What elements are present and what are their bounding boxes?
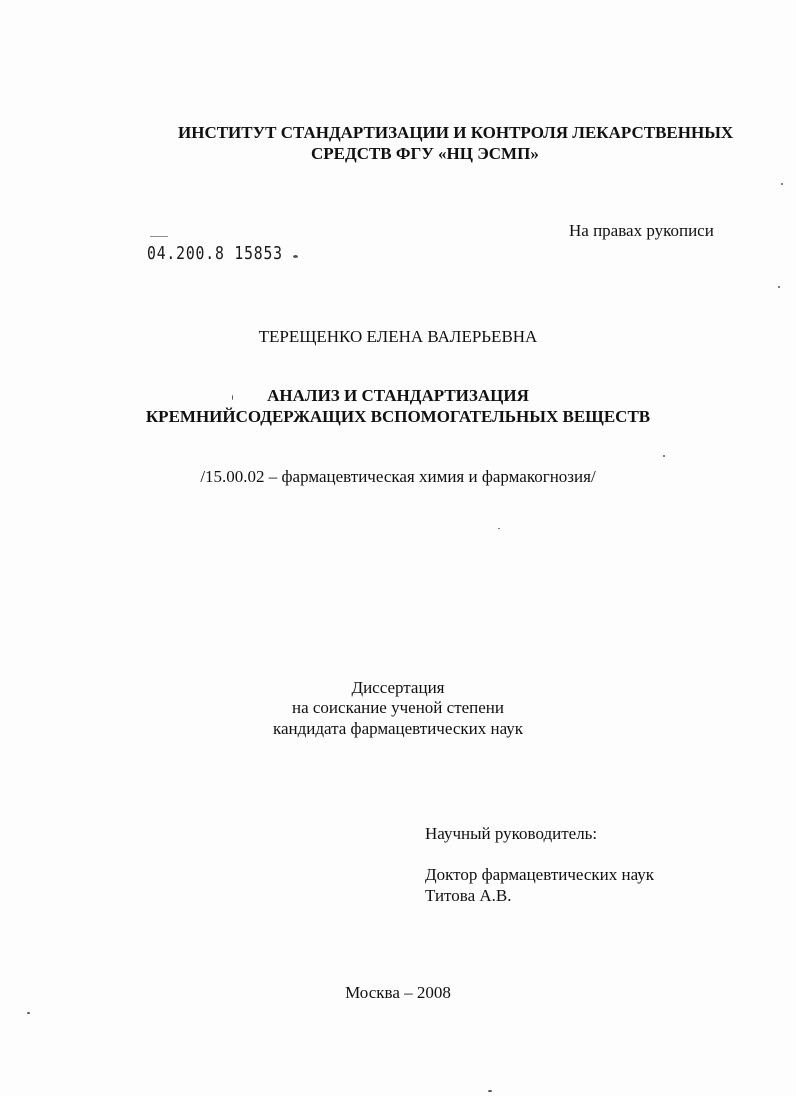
city-year: Москва – 2008 <box>345 983 451 1002</box>
stamp-marks <box>150 236 168 240</box>
supervisor-name: Титова А.В. <box>425 886 512 905</box>
dissertation-title-line1: АНАЛИЗ И СТАНДАРТИЗАЦИЯ <box>267 386 529 405</box>
scan-speck <box>778 286 780 288</box>
degree-line3: кандидата фармацевтических наук <box>272 719 524 738</box>
supervisor-heading: Научный руководитель: <box>425 824 598 843</box>
author-name: ТЕРЕЩЕНКО ЕЛЕНА ВАЛЕРЬЕВНА <box>258 327 538 346</box>
scan-speck <box>498 528 500 529</box>
manuscript-note: На правах рукописи <box>569 221 714 240</box>
degree-line2: на соискание ученой степени <box>291 698 505 717</box>
scan-speck <box>232 395 233 400</box>
scan-speck <box>781 183 783 185</box>
registration-stamp: 04.200.8 15853 <box>147 243 283 264</box>
dissertation-title-line2: КРЕМНИЙСОДЕРЖАЩИХ ВСПОМОГАТЕЛЬНЫХ ВЕЩЕСТВ <box>145 407 651 426</box>
scan-speck <box>293 255 298 258</box>
institute-name-line2: СРЕДСТВ ФГУ «НЦ ЭСМП» <box>311 144 539 163</box>
institute-name-line1: ИНСТИТУТ СТАНДАРТИЗАЦИИ И КОНТРОЛЯ ЛЕКАРСТВЕННЫХ <box>178 123 734 142</box>
degree-line1: Диссертация <box>351 678 445 697</box>
scan-speck <box>488 1090 492 1092</box>
supervisor-degree: Доктор фармацевтических наук <box>425 865 655 884</box>
specialty-code: /15.00.02 – фармацевтическая химия и фармакогнозия/ <box>200 467 596 486</box>
scan-speck <box>663 455 665 457</box>
scan-speck <box>27 1012 30 1014</box>
